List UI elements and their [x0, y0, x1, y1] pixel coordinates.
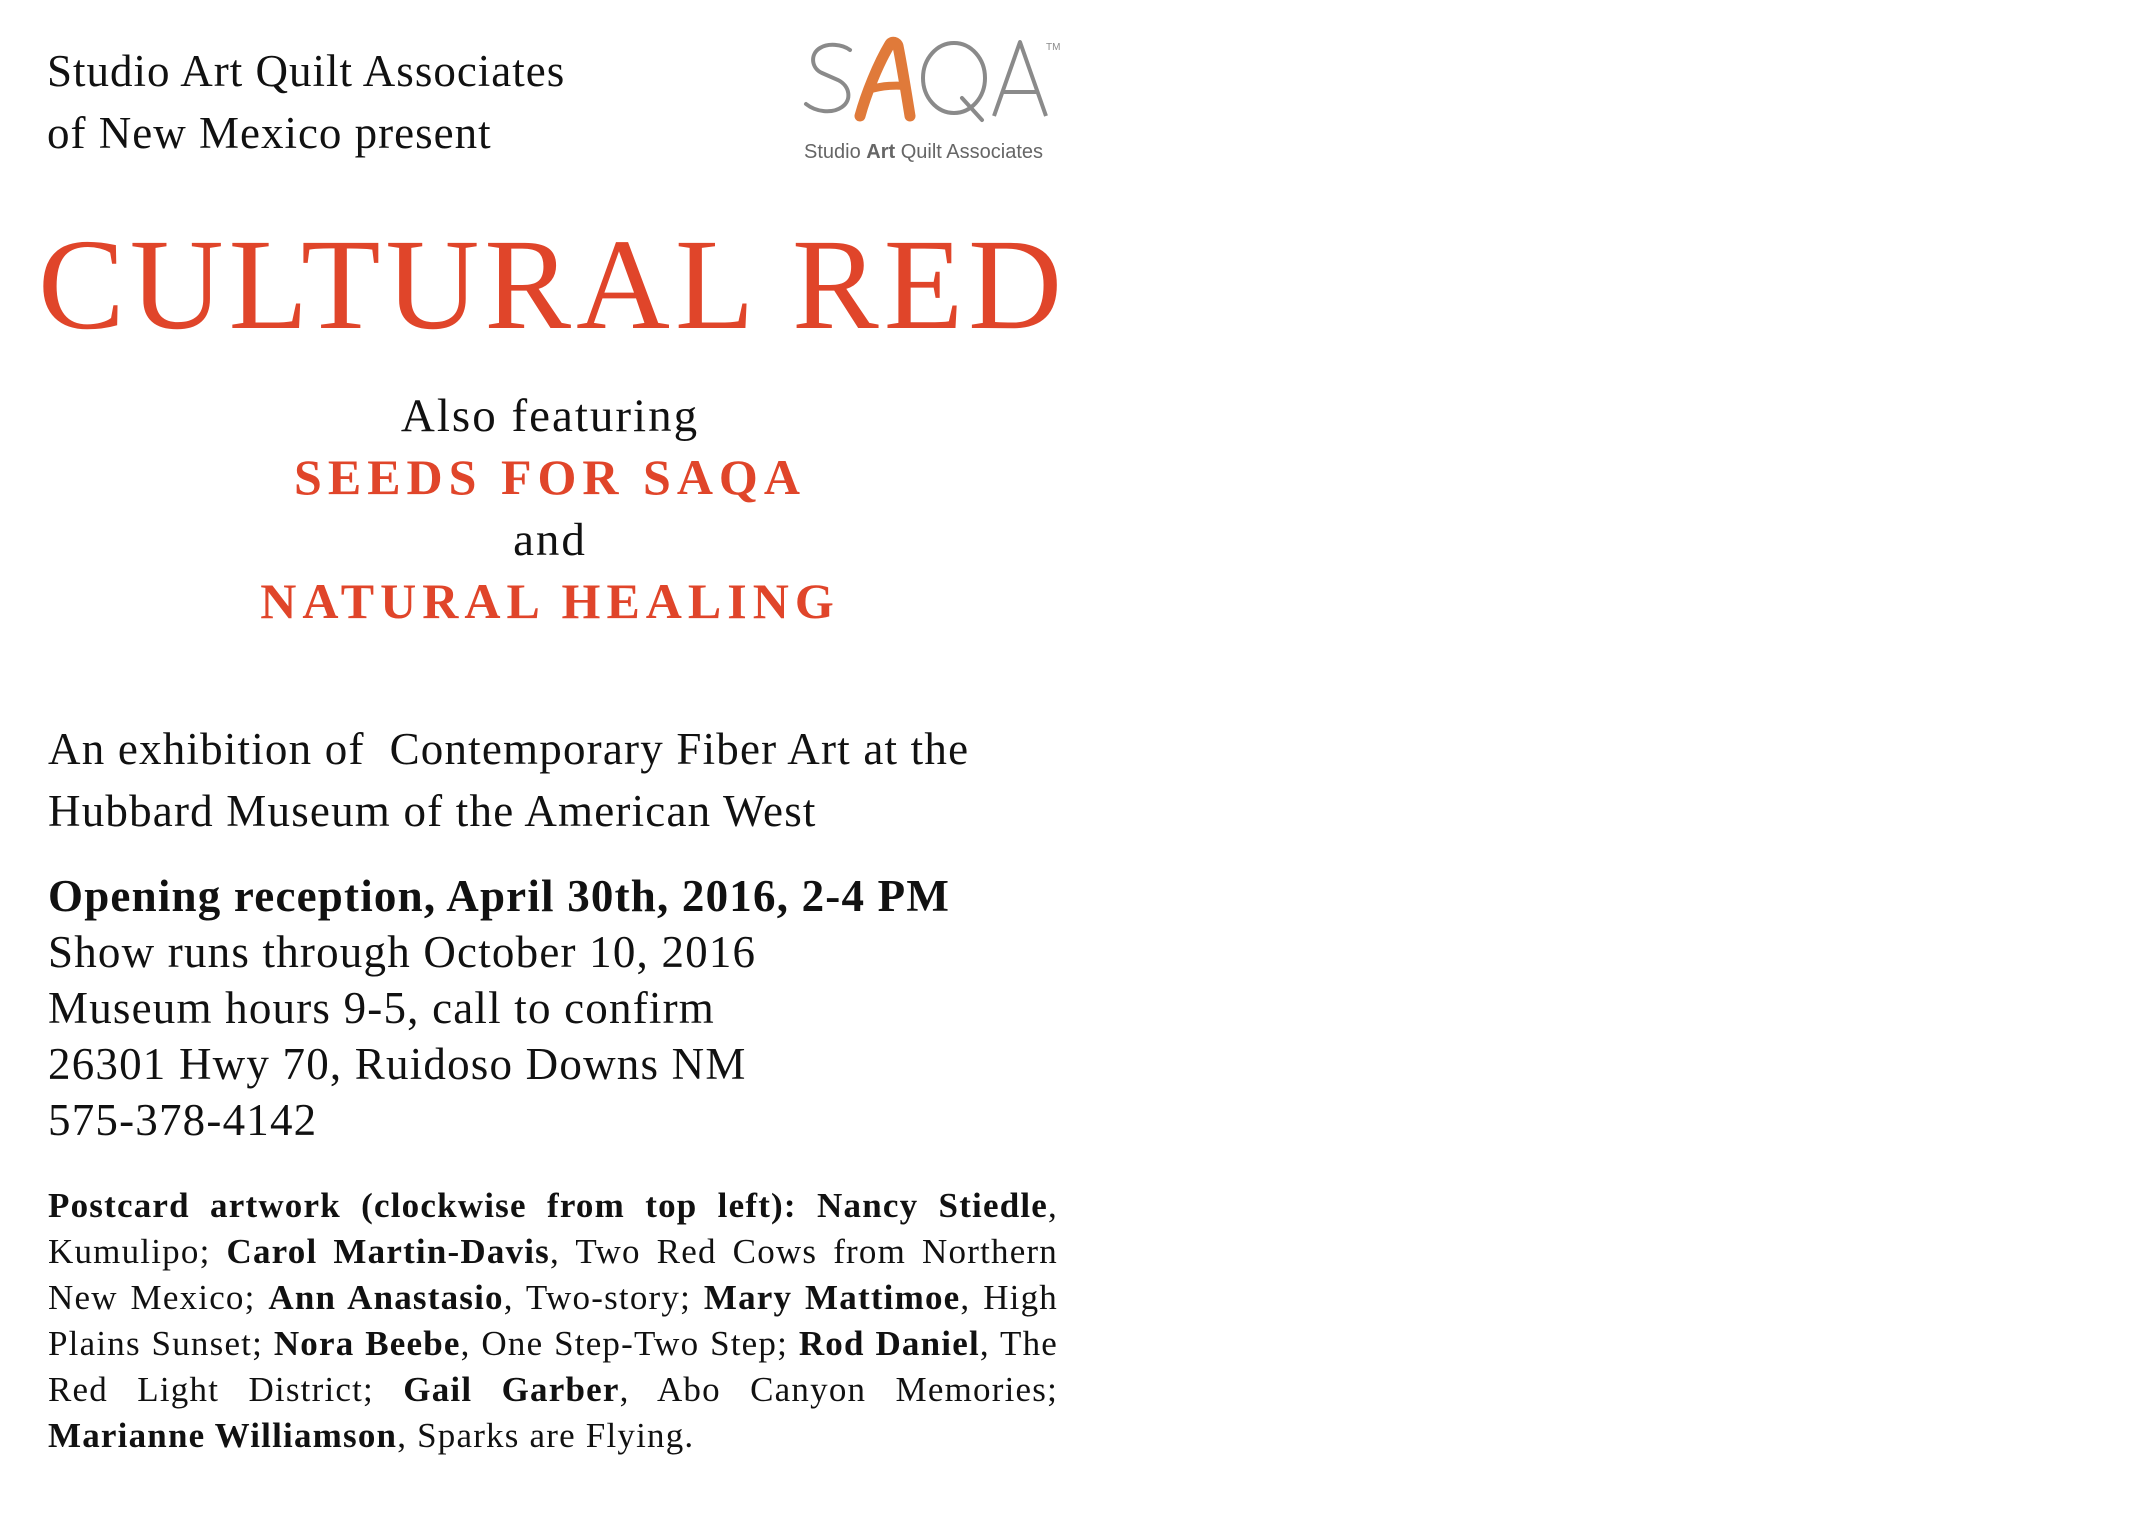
- credits-intro: Postcard artwork (clockwise from top left):: [48, 1186, 797, 1225]
- credit-artist: Nancy Stiedle: [817, 1186, 1049, 1225]
- exhibition-line-1: An exhibition of Contemporary Fiber Art at the: [48, 724, 970, 774]
- featuring-connector: and: [513, 514, 587, 566]
- featured-show-natural-healing: NATURAL HEALING: [260, 573, 840, 629]
- credit-work: The Red Light District: [48, 1324, 1059, 1409]
- presenter-line-1: Studio Art Quilt Associates: [47, 46, 566, 96]
- artwork-credits: Postcard artwork (clockwise from top left): Nancy Stiedle, Kumulipo; Carol Martin-Davis, Two Red Cows from Northern New Mexico; Ann Anastasio, Two-story; Mary Mattimoe, High Plains Sunset; Nora Beebe, One Step-Two Step; Rod Daniel, The Red Light District; Gail Garber, Abo Canyon Memories; Marianne Williamson, Sparks are Flying.: [48, 1186, 1059, 1455]
- credit-artist: Carol Martin-Davis: [226, 1232, 551, 1271]
- credit-artist: Gail Garber: [403, 1370, 620, 1409]
- exhibition-description: [48, 718, 1063, 842]
- credit-work: High Plains Sunset: [48, 1278, 1058, 1363]
- presenter-line-2: of New Mexico present: [47, 108, 492, 158]
- logo-letter-a-brush: [860, 42, 910, 116]
- featuring-block: [40, 385, 1060, 631]
- exhibition-line-2: Hubbard Museum of the American West: [48, 786, 817, 836]
- credit-work: Two-story: [525, 1278, 681, 1317]
- presenter-text: [47, 40, 565, 164]
- logo-tagline: Studio Art Quilt Associates: [804, 141, 1043, 163]
- credit-work: Abo Canyon Memories: [656, 1370, 1048, 1409]
- event-details: [48, 868, 1068, 1148]
- museum-address: 26301 Hwy 70, Ruidoso Downs NM: [48, 1039, 747, 1089]
- credit-work: Sparks are Flying: [417, 1416, 685, 1455]
- logo-letter-s: [806, 45, 850, 111]
- museum-hours: Museum hours 9-5, call to confirm: [48, 983, 715, 1033]
- credit-work: One Step-Two Step: [481, 1324, 778, 1363]
- credit-artist: Mary Mattimoe: [703, 1278, 961, 1317]
- credit-artist: Ann Anastasio: [268, 1278, 504, 1317]
- credit-artist: Marianne Williamson: [48, 1416, 398, 1455]
- logo-letter-q: [923, 43, 985, 113]
- credit-work: Kumulipo: [48, 1232, 200, 1271]
- logo-letter-a: [994, 42, 1046, 116]
- featured-show-seeds: SEEDS FOR SAQA: [294, 449, 806, 505]
- opening-reception: Opening reception, April 30th, 2016, 2-4 PM: [48, 871, 951, 921]
- credit-work: Two Red Cows from Northern New Mexico: [48, 1232, 1058, 1317]
- logo-trademark: TM: [1046, 42, 1060, 53]
- museum-phone: 575-378-4142: [48, 1095, 318, 1145]
- credit-artist: Nora Beebe: [273, 1324, 461, 1363]
- exhibition-title: CULTURAL RED: [38, 213, 1068, 357]
- saqa-logo: [798, 36, 1060, 166]
- show-run-dates: Show runs through October 10, 2016: [48, 927, 757, 977]
- credit-artist: Rod Daniel: [798, 1324, 980, 1363]
- featuring-intro: Also featuring: [400, 390, 700, 442]
